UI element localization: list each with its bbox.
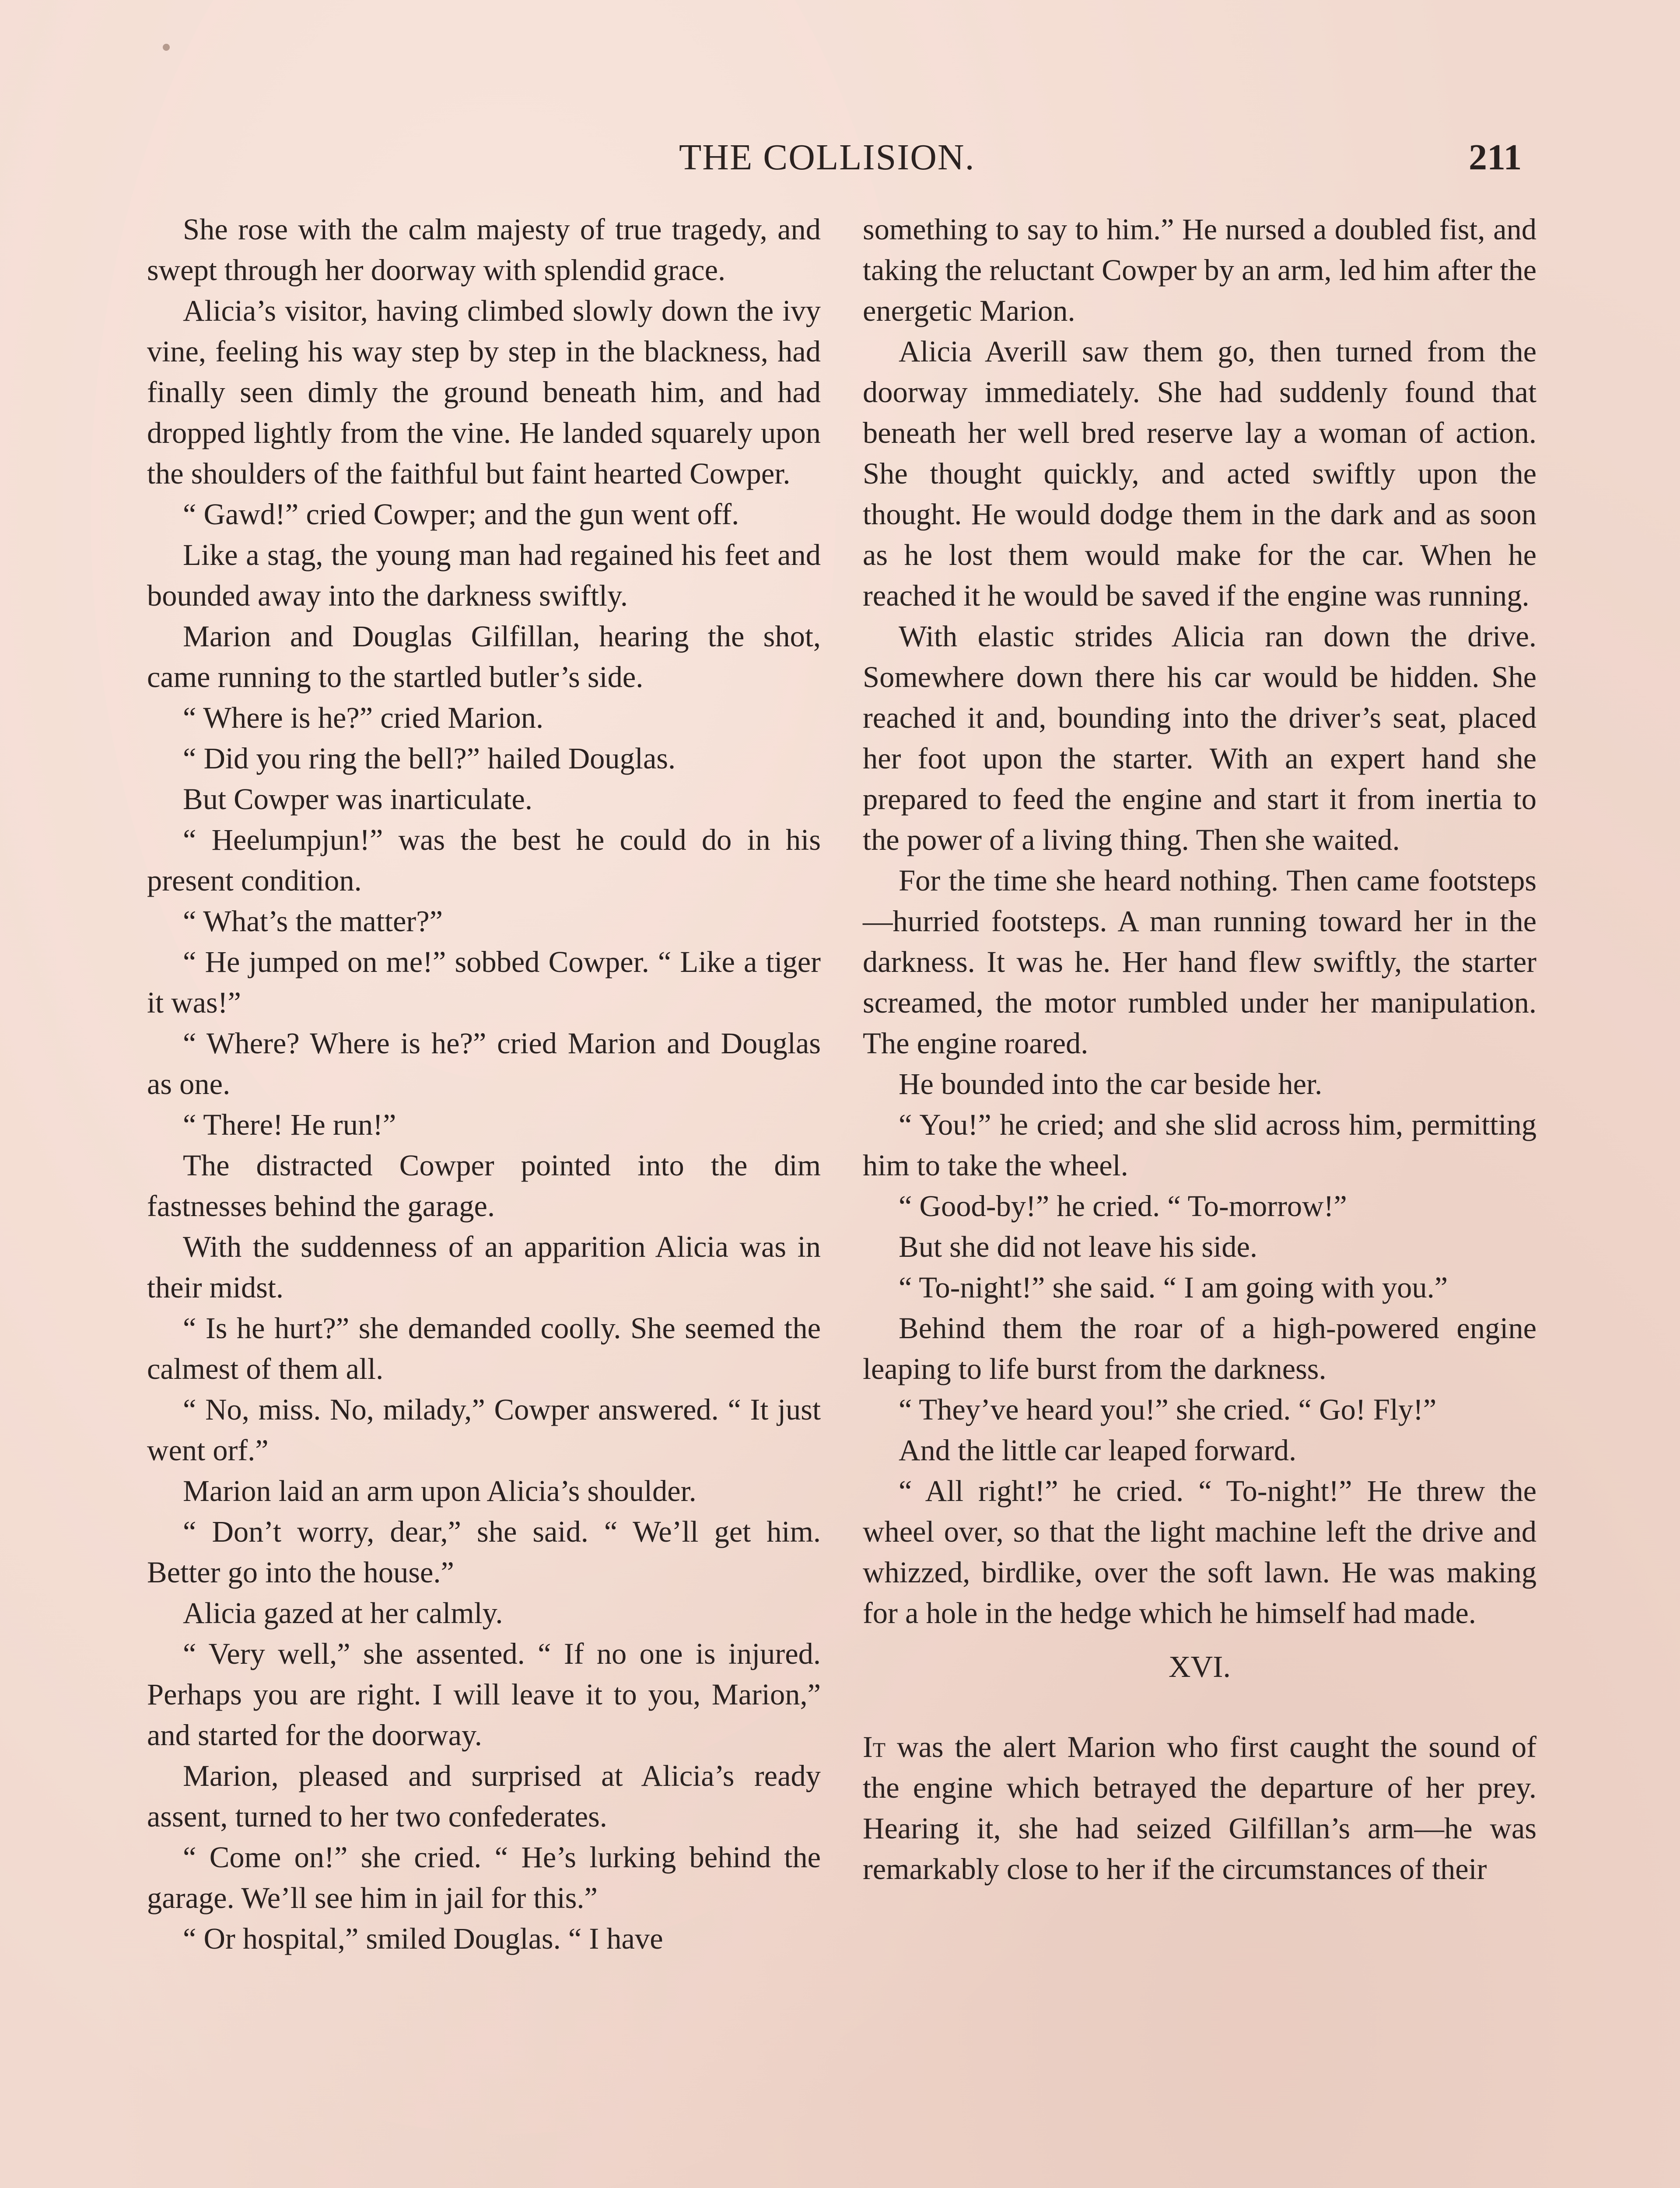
paragraph: “ Where? Where is he?” cried Marion and Douglas as one. bbox=[147, 1027, 821, 1101]
paragraph: With the suddenness of an apparition Alicia was in their midst. bbox=[147, 1230, 821, 1304]
paragraph: “ There! He run!” bbox=[183, 1108, 396, 1141]
running-title: THE COLLISION. bbox=[679, 137, 975, 178]
paragraph: The distracted Cowper pointed into the dim fastnesses behind the garage. bbox=[147, 1149, 821, 1223]
paragraph: But Cowper was inarticulate. bbox=[183, 782, 532, 816]
paragraph: With elastic strides Alicia ran down the drive. Somewhere down there his car would be hidden. She reached it and, bounding into the driver’s seat, placed her foot upon the starter. With an expert hand she prepared to feed the engine and start it from inertia to the power of a living thing. Then she waited. bbox=[863, 620, 1536, 856]
paragraph: And the little car leaped forward. bbox=[899, 1434, 1297, 1467]
paper-speck bbox=[163, 44, 170, 51]
running-header bbox=[0, 131, 1680, 193]
paragraph: For the time she heard nothing. Then came footsteps—hurried footsteps. A man running toward her in the darkness. It was he. Her hand flew swiftly, the starter screamed, the motor rumbled under her manipulation. The engine roared. bbox=[863, 864, 1536, 1060]
paragraph: “ You!” he cried; and she slid across him, permitting him to take the wheel. bbox=[863, 1108, 1536, 1182]
paragraph: “ Did you ring the bell?” hailed Douglas. bbox=[183, 742, 676, 775]
opening-small-caps: It bbox=[863, 1730, 886, 1764]
paragraph: “ He jumped on me!” sobbed Cowper. “ Like a tiger it was!” bbox=[147, 945, 821, 1019]
paragraph: Behind them the roar of a high-powered engine leaping to life burst from the darkness. bbox=[863, 1311, 1536, 1385]
paragraph-continued: something to say to him.” He nursed a doubled fist, and taking the reluctant Cowper by an arm, led him after the energetic Marion. bbox=[863, 213, 1536, 327]
paragraph: Marion and Douglas Gilfillan, hearing the shot, came running to the startled butler’s side. bbox=[147, 620, 821, 694]
paragraph: “ Gawd!” cried Cowper; and the gun went off. bbox=[183, 498, 739, 531]
paragraph: “ What’s the matter?” bbox=[183, 905, 443, 938]
paragraph: “ They’ve heard you!” she cried. “ Go! Fly!” bbox=[899, 1393, 1437, 1426]
chapter-opening-paragraph bbox=[863, 1727, 1536, 1890]
paragraph: Marion laid an arm upon Alicia’s shoulder. bbox=[183, 1474, 696, 1508]
paragraph: But she did not leave his side. bbox=[899, 1230, 1257, 1263]
paragraph: “ Heelumpjun!” was the best he could do in his present condition. bbox=[147, 823, 821, 897]
opening-text: was the alert Marion who first caught the sound of the engine which betrayed the departure of her prey. Hearing it, she had seized Gilfillan’s arm—he was remarkably close to her if the circumstances of their bbox=[863, 1730, 1536, 1886]
paragraph: She rose with the calm majesty of true tragedy, and swept through her doorway with splendid grace. bbox=[147, 213, 821, 287]
paragraph: “ Is he hurt?” she demanded coolly. She seemed the calmest of them all. bbox=[147, 1311, 821, 1385]
paragraph: “ To-night!” she said. “ I am going with you.” bbox=[899, 1271, 1448, 1304]
paragraph: “ Or hospital,” smiled Douglas. “ I have bbox=[183, 1922, 663, 1955]
paragraph: “ Where is he?” cried Marion. bbox=[183, 701, 544, 734]
paragraph: Marion, pleased and surprised at Alicia’s ready assent, turned to her two confederates. bbox=[147, 1759, 821, 1833]
paragraph: “ Very well,” she assented. “ If no one is injured. Perhaps you are right. I will leave it to you, Marion,” and started for the doorway. bbox=[147, 1637, 821, 1752]
paragraph: Alicia’s visitor, having climbed slowly down the ivy vine, feeling his way step by step in the blackness, had finally seen dimly the ground beneath him, and had dropped lightly from the vine. He landed squarely upon the shoulders of the faithful but faint hearted Cowper. bbox=[147, 294, 821, 490]
left-column bbox=[147, 209, 821, 1959]
page-number: 211 bbox=[1469, 137, 1522, 178]
paragraph: He bounded into the car beside her. bbox=[899, 1067, 1323, 1101]
paragraph: Alicia Averill saw them go, then turned from the doorway immediately. She had suddenly found that beneath her well bred reserve lay a woman of action. She thought quickly, and acted swiftly upon the thought. He would dodge them in the dark and as soon as he lost them would make for the car. When he reached it he would be saved if the engine was running. bbox=[863, 335, 1536, 612]
paragraph: “ All right!” he cried. “ To-night!” He threw the wheel over, so that the light machine left the drive and whizzed, birdlike, over the soft lawn. He was making for a hole in the hedge which he himself had made. bbox=[863, 1474, 1536, 1630]
paragraph: “ Good-by!” he cried. “ To-morrow!” bbox=[899, 1189, 1347, 1223]
paragraph: “ No, miss. No, milady,” Cowper answered. “ It just went orf.” bbox=[147, 1393, 821, 1467]
paragraph: “ Don’t worry, dear,” she said. “ We’ll get him. Better go into the house.” bbox=[147, 1515, 821, 1589]
paragraph: “ Come on!” she cried. “ He’s lurking behind the garage. We’ll see him in jail for this.” bbox=[147, 1841, 821, 1914]
paragraph: Alicia gazed at her calmly. bbox=[183, 1596, 503, 1630]
right-column bbox=[863, 209, 1536, 1890]
chapter-number: XVI. bbox=[1169, 1650, 1231, 1684]
paragraph: Like a stag, the young man had regained his feet and bounded away into the darkness swiftly. bbox=[147, 538, 821, 612]
